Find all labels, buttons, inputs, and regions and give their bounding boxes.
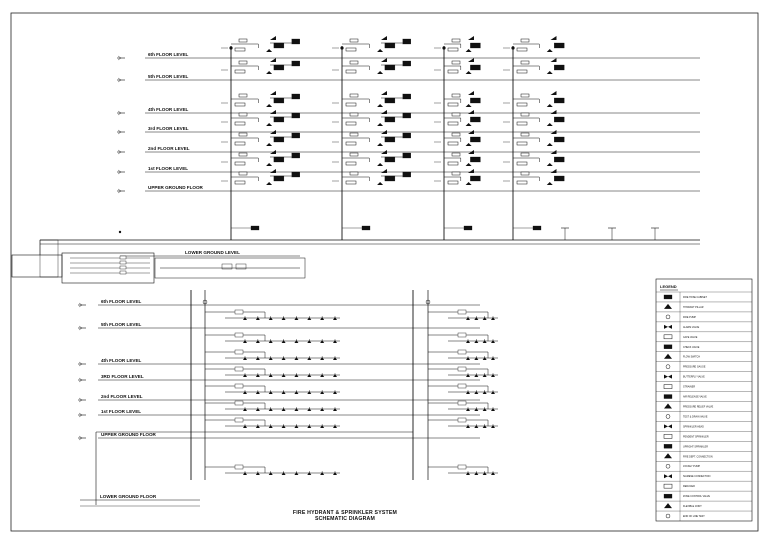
hose-reel [381, 58, 387, 62]
hose-reel-box [470, 98, 480, 103]
legend-symbol-icon [664, 295, 672, 299]
landing-valve [452, 172, 460, 175]
riser-top-valve [340, 46, 343, 49]
zone-control-valve [235, 333, 243, 337]
riser-top-valve [511, 46, 514, 49]
zone-control-valve [458, 333, 466, 337]
hose-reel-box [470, 65, 480, 70]
hose-reel [381, 36, 387, 40]
fire-hose-cabinet [517, 142, 527, 145]
hose-reel-box [274, 157, 284, 162]
zone-control-valve [235, 310, 243, 314]
hydrant-valve [403, 39, 411, 44]
landing-valve [452, 153, 460, 156]
fire-hose-cabinet [346, 48, 356, 51]
fire-hose-cabinet [517, 162, 527, 165]
legend-symbol-icon [666, 315, 670, 319]
zone-control-valve [458, 384, 466, 388]
hydrant-valve [403, 94, 411, 99]
hydrant-valve [292, 61, 300, 66]
hose-reel-box [274, 137, 284, 142]
fire-hose-cabinet [235, 142, 245, 145]
legend-item-label: PRESSURE RELIEF VALVE [683, 405, 714, 409]
landing-valve [350, 61, 358, 64]
hose-reel-box [554, 117, 564, 122]
legend-symbol-icon [664, 484, 672, 488]
hose-reel [551, 91, 557, 95]
legend-symbol-icon [664, 404, 672, 409]
legend-symbol-icon [664, 345, 672, 349]
legend-symbol-icon [666, 514, 670, 518]
riser-top-valve [442, 46, 445, 49]
hose-reel-box [274, 43, 284, 48]
legend-item-label: END OF LINE TEST [683, 515, 705, 519]
fire-hose-cabinet [448, 142, 458, 145]
legend-frame [656, 279, 752, 521]
legend-item-label: REDUCER [683, 485, 695, 489]
valve-symbol [547, 123, 553, 126]
hose-reel [551, 58, 557, 62]
hose-reel-box [274, 117, 284, 122]
hose-reel-box [385, 43, 395, 48]
legend-symbol-icon [666, 365, 670, 369]
hydrant-valve [403, 172, 411, 177]
legend-item-label: PENDENT SPRINKLER [683, 435, 709, 439]
legend-symbol-icon [664, 474, 672, 478]
landing-valve [239, 94, 247, 97]
title-line-2: SCHEMATIC DIAGRAM [314, 516, 376, 522]
valve-symbol [377, 104, 383, 107]
valve-symbol [466, 182, 472, 185]
hose-reel [270, 58, 276, 62]
fire-hose-cabinet [235, 181, 245, 184]
zone-control-valve [458, 465, 466, 469]
hose-reel [468, 36, 474, 40]
fire-hose-cabinet [448, 70, 458, 73]
fire-hose-cabinet [448, 122, 458, 125]
hydrant-valve [292, 172, 300, 177]
hydrant-floor-label: 5th FLOOR LEVEL [148, 74, 189, 79]
legend-item-label: CHECK VALVE [683, 345, 700, 349]
legend-symbol-icon [666, 464, 670, 468]
sprinkler-floor-label: 6th FLOOR LEVEL [101, 299, 142, 304]
hose-reel [381, 110, 387, 114]
zone-control-valve [235, 418, 243, 422]
hydrant-floor-label: 4th FLOOR LEVEL [148, 107, 189, 112]
hose-reel [468, 58, 474, 62]
pump-unit [120, 256, 126, 259]
landing-valve [239, 153, 247, 156]
fire-hose-cabinet [235, 70, 245, 73]
hose-reel-box [470, 176, 480, 181]
landing-valve [239, 61, 247, 64]
hose-reel [551, 110, 557, 114]
hose-reel-box [385, 137, 395, 142]
valve-symbol [377, 163, 383, 166]
fire-hose-cabinet [346, 103, 356, 106]
zone-control-valve [458, 401, 466, 405]
landing-valve [521, 133, 529, 136]
legend-item-label: HYDRANT PILLAR [683, 305, 704, 309]
legend-item-label: AIR RELEASE VALVE [683, 395, 707, 399]
fire-hose-cabinet [235, 103, 245, 106]
landing-valve [350, 113, 358, 116]
zone-control-valve [235, 401, 243, 405]
hose-reel-box [554, 65, 564, 70]
legend-item-label: UPRIGHT SPRINKLER [683, 445, 708, 449]
legend-symbol-icon [664, 395, 672, 399]
hose-reel-box [554, 137, 564, 142]
valve-symbol [266, 49, 272, 52]
hose-reel [270, 169, 276, 173]
landing-valve [521, 94, 529, 97]
valve-symbol [547, 182, 553, 185]
legend-item-label: JOCKEY PUMP [683, 465, 701, 469]
valve-symbol [266, 182, 272, 185]
legend-symbol-icon [664, 304, 672, 309]
hydrant-valve [292, 153, 300, 158]
valve-symbol [377, 71, 383, 74]
fire-hose-cabinet [517, 48, 527, 51]
valve-symbol [266, 104, 272, 107]
hose-reel-box [554, 43, 564, 48]
legend-item-label: FIRE PUMP [683, 315, 697, 319]
hydrant-valve [403, 153, 411, 158]
hose-reel [468, 91, 474, 95]
zone-control-valve [458, 418, 466, 422]
hose-reel [468, 169, 474, 173]
pump-unit [120, 266, 126, 269]
valve-symbol [547, 163, 553, 166]
hydrant-floor-label: 3rd FLOOR LEVEL [148, 126, 189, 131]
hose-reel-box [385, 117, 395, 122]
fire-hose-cabinet [346, 162, 356, 165]
hydrant-valve [403, 133, 411, 138]
landing-valve [239, 172, 247, 175]
sprinkler-system [78, 290, 498, 506]
valve-symbol [377, 182, 383, 185]
legend-item-label: FIRE HOSE CABINET [683, 295, 707, 299]
landing-valve [521, 153, 529, 156]
valve-symbol [466, 49, 472, 52]
sprinkler-floor-label: UPPER GROUND FLOOR [101, 432, 156, 437]
legend-symbol-icon [666, 414, 670, 418]
hydrant-valve [292, 113, 300, 118]
hose-reel-box [385, 65, 395, 70]
valve-symbol [266, 123, 272, 126]
valve-symbol [547, 71, 553, 74]
valve-symbol [377, 49, 383, 52]
hose-reel [551, 169, 557, 173]
fire-hose-cabinet [235, 162, 245, 165]
sprinkler-lower-ground-label: LOWER GROUND FLOOR [100, 494, 157, 499]
hydrant-system [40, 36, 700, 256]
fire-hose-cabinet [346, 181, 356, 184]
legend-item-label: FLOW SWITCH [683, 355, 700, 359]
legend-symbol-icon [664, 325, 672, 329]
title-line-1: FIRE HYDRANT & SPRINKLER SYSTEM [292, 510, 398, 516]
pillar-hydrant [251, 226, 259, 230]
landing-valve [521, 39, 529, 42]
hydrant-floor-label: 1st FLOOR LEVEL [148, 166, 189, 171]
zone-control-valve [235, 350, 243, 354]
fire-hose-cabinet [517, 181, 527, 184]
tank-compartment [40, 240, 58, 277]
legend-item-label: ALARM VALVE [683, 325, 700, 329]
valve-symbol [377, 143, 383, 146]
sprinkler-floor-label: 4th FLOOR LEVEL [101, 358, 142, 363]
landing-valve [452, 133, 460, 136]
hose-reel [270, 91, 276, 95]
pillar-hydrant [533, 226, 541, 230]
hydrant-valve [292, 133, 300, 138]
valve-symbol [466, 71, 472, 74]
hose-reel [270, 36, 276, 40]
legend-item-label: PRESSURE GAUGE [683, 365, 706, 369]
valve-symbol [547, 143, 553, 146]
fire-hose-cabinet [448, 162, 458, 165]
hose-reel-box [274, 98, 284, 103]
legend-symbol-icon [664, 424, 672, 428]
sprinkler-floor-label: 5th FLOOR LEVEL [101, 322, 142, 327]
landing-valve [452, 113, 460, 116]
sprinkler-floor-label: 1st FLOOR LEVEL [101, 409, 142, 414]
fire-hose-cabinet [448, 48, 458, 51]
zone-control-valve [458, 350, 466, 354]
landing-valve [350, 172, 358, 175]
zone-control-valve [235, 465, 243, 469]
legend-symbol-icon [664, 434, 672, 438]
zone-control-valve [235, 367, 243, 371]
legend-symbol-icon [664, 354, 672, 359]
pillar-hydrant [464, 226, 472, 230]
legend-symbol-icon [664, 335, 672, 339]
landing-valve [350, 153, 358, 156]
legend-item-label: SIAMESE CONNECTION [683, 475, 711, 479]
legend-symbol-icon [664, 375, 672, 379]
riser-top-valve [229, 46, 232, 49]
legend-item-label: GATE VALVE [683, 335, 698, 339]
legend-item-label: BUTTERFLY VALVE [683, 375, 705, 379]
valve-symbol [466, 163, 472, 166]
fire-hose-cabinet [448, 103, 458, 106]
valve-symbol [466, 104, 472, 107]
hose-reel-box [385, 98, 395, 103]
fire-hose-cabinet [346, 122, 356, 125]
fire-hose-cabinet [235, 122, 245, 125]
legend-item-label: FLEXIBLE JOINT [683, 505, 702, 509]
zone-control-valve [235, 384, 243, 388]
hose-reel-box [470, 137, 480, 142]
hose-reel-box [274, 176, 284, 181]
landing-valve [452, 94, 460, 97]
fire-hose-cabinet [235, 48, 245, 51]
hose-reel-box [554, 176, 564, 181]
landing-valve [239, 39, 247, 42]
legend-item-label: ZONE CONTROL VALVE [683, 495, 710, 499]
legend-symbol-icon [664, 444, 672, 448]
legend-symbol-icon [664, 453, 672, 458]
water-tank [12, 255, 62, 277]
legend-panel [656, 279, 752, 521]
legend-symbol-icon [664, 503, 672, 508]
sprinkler-floor-label: 2nd FLOOR LEVEL [101, 394, 143, 399]
hydrant-valve [292, 39, 300, 44]
fire-hose-cabinet [517, 122, 527, 125]
pump-room [12, 231, 305, 283]
landing-valve [239, 113, 247, 116]
landing-valve [350, 39, 358, 42]
valve-symbol [466, 123, 472, 126]
pillar-hydrant [362, 226, 370, 230]
fire-hose-cabinet [448, 181, 458, 184]
hose-reel-box [470, 43, 480, 48]
hose-reel [270, 110, 276, 114]
fire-hose-cabinet [517, 103, 527, 106]
pump-unit [120, 271, 126, 274]
hose-reel-box [385, 176, 395, 181]
hydrant-lower-ground-label: LOWER GROUND LEVEL [185, 250, 240, 255]
legend-item-label: SPRINKLER HEAD [683, 425, 704, 429]
fire-hose-cabinet [346, 70, 356, 73]
hose-reel-box [554, 157, 564, 162]
hydrant-floor-label: UPPER GROUND FLOOR [148, 185, 203, 190]
valve-symbol [266, 71, 272, 74]
valve-symbol [266, 143, 272, 146]
legend-item-label: FIRE DEPT. CONNECTION [683, 455, 713, 459]
landing-valve [521, 61, 529, 64]
legend-item-label: TEST & DRAIN VALVE [683, 415, 708, 419]
landing-valve [350, 133, 358, 136]
zone-control-valve [458, 367, 466, 371]
hose-reel-box [274, 65, 284, 70]
legend-item-label: STRAINER [683, 385, 696, 389]
hose-reel-box [470, 117, 480, 122]
hydrant-floor-label: 2nd FLOOR LEVEL [148, 146, 190, 151]
hose-reel [381, 169, 387, 173]
valve-symbol [466, 143, 472, 146]
fire-hose-cabinet [517, 70, 527, 73]
pump-unit [120, 261, 126, 264]
valve-symbol [266, 163, 272, 166]
sprinkler-floor-label: 3RD FLOOR LEVEL [101, 374, 144, 379]
hose-reel [381, 91, 387, 95]
hose-reel-box [385, 157, 395, 162]
landing-valve [350, 94, 358, 97]
legend-symbol-icon [664, 494, 672, 498]
hose-reel-box [554, 98, 564, 103]
zone-control-valve [458, 310, 466, 314]
hose-reel [551, 36, 557, 40]
legend-title: LEGEND [660, 284, 677, 289]
hydrant-floor-label: 6th FLOOR LEVEL [148, 52, 189, 57]
fire-hose-cabinet [346, 142, 356, 145]
hydrant-valve [403, 61, 411, 66]
legend-symbol-icon [664, 385, 672, 389]
landing-valve [452, 61, 460, 64]
landing-valve [239, 133, 247, 136]
hydrant-valve [403, 113, 411, 118]
hydrant-valve [292, 94, 300, 99]
valve-symbol [547, 49, 553, 52]
landing-valve [521, 113, 529, 116]
landing-valve [452, 39, 460, 42]
gauge-point [119, 231, 121, 233]
hose-reel-box [470, 157, 480, 162]
valve-symbol [547, 104, 553, 107]
valve-symbol [377, 123, 383, 126]
landing-valve [521, 172, 529, 175]
hose-reel [468, 110, 474, 114]
